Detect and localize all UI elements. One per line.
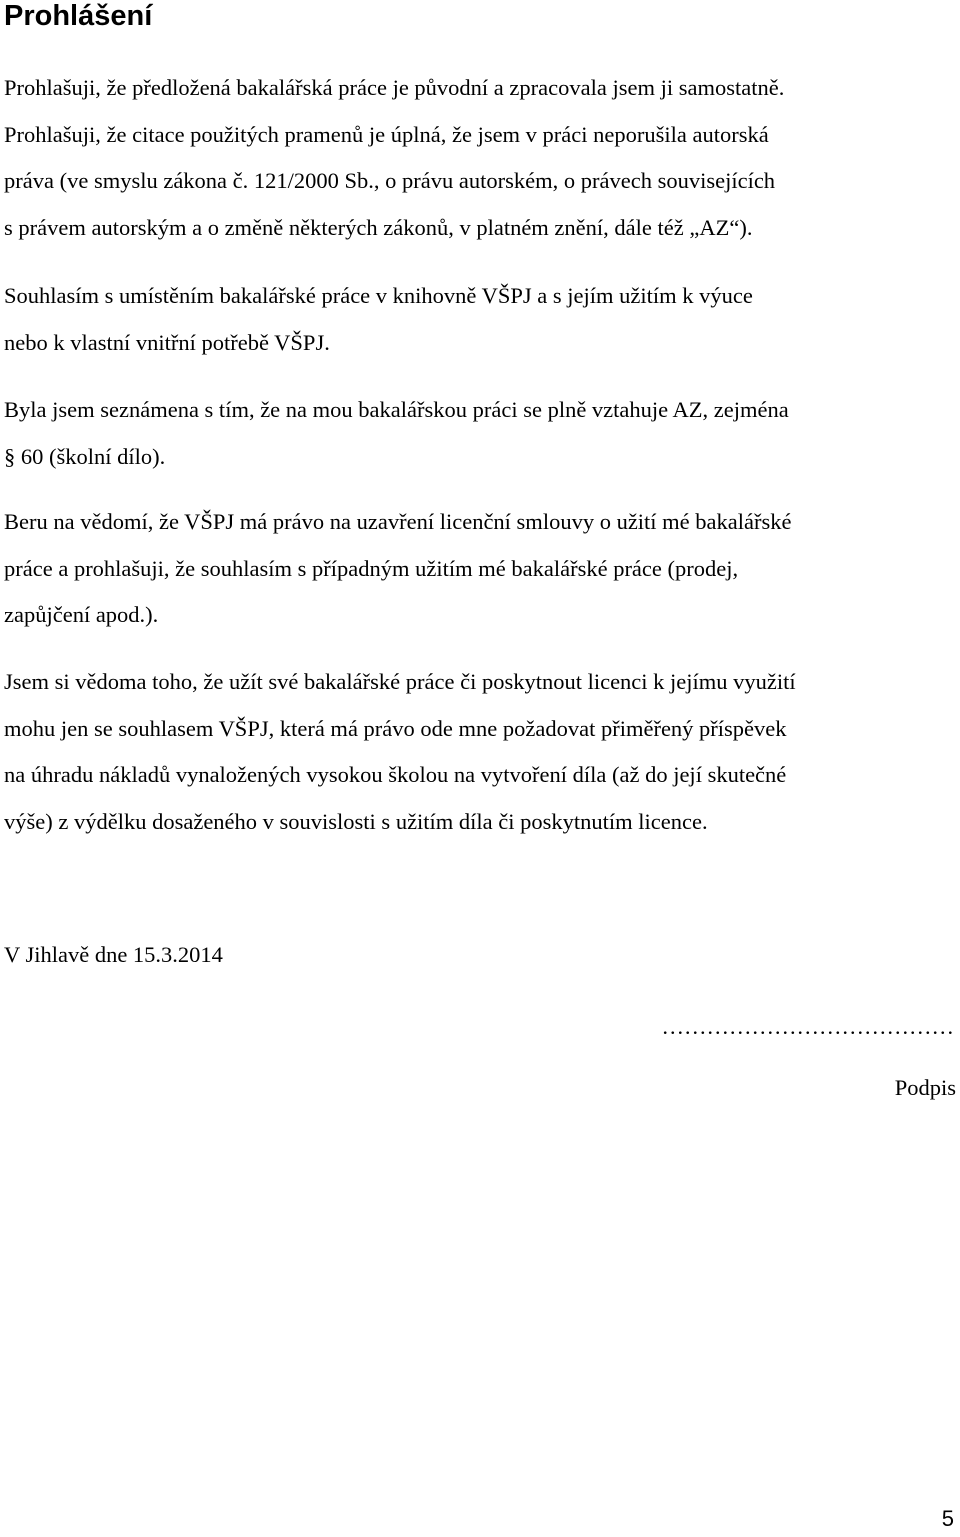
text-line: s právem autorským a o změně některých zákonů, v platném znění, dále též „AZ“). <box>4 214 753 240</box>
text-line: Byla jsem seznámena s tím, že na mou bakalářskou práci se plně vztahuje AZ, zejména <box>4 397 789 422</box>
paragraph-license-agreement <box>4 499 956 639</box>
paragraph-library-consent <box>4 273 956 366</box>
text-line: Souhlasím s umístěním bakalářské práce v knihovně VŠPJ a s jejím užitím k výuce <box>4 283 753 308</box>
page-title: Prohlášení <box>4 0 153 32</box>
text-line: Prohlašuji, že předložená bakalářská práce je původní a zpracovala jsem ji samostatně. <box>4 75 785 100</box>
text-line: § 60 (školní dílo). <box>4 443 166 469</box>
paragraph-usage-terms <box>4 659 956 845</box>
place-date: V Jihlavě dne 15.3.2014 <box>4 942 223 967</box>
text-line: na úhradu nákladů vynaložených vysokou školou na vytvoření díla (až do její skutečné <box>4 762 787 787</box>
text-line: Beru na vědomí, že VŠPJ má právo na uzavření licenční smlouvy o užití mé bakalářské <box>4 509 792 534</box>
signature-line: ………………………………… <box>661 1014 954 1039</box>
paragraph-declaration <box>4 65 956 251</box>
text-line: výše) z výdělku dosaženého v souvislosti s užitím díla či poskytnutím licence. <box>4 808 708 834</box>
signature-label: Podpis <box>894 1075 956 1100</box>
text-line: práva (ve smyslu zákona č. 121/2000 Sb., o právu autorském, o právech souvisejících <box>4 168 776 193</box>
text-line: nebo k vlastní vnitřní potřebě VŠPJ. <box>4 329 330 355</box>
paragraph-copyright-law <box>4 387 956 480</box>
text-line: Prohlašuji, že citace použitých pramenů je úplná, že jsem v práci neporušila autorská <box>4 121 769 147</box>
text-line: zapůjčení apod.). <box>4 602 159 627</box>
page-number: 5 <box>941 1506 954 1531</box>
text-line: práce a prohlašuji, že souhlasím s případným užitím mé bakalářské práce (prodej, <box>4 555 739 581</box>
text-line: Jsem si vědoma toho, že užít své bakalářské práce či poskytnout licenci k jejímu využití <box>4 669 796 694</box>
text-line: mohu jen se souhlasem VŠPJ, která má právo ode mne požadovat přiměřený příspěvek <box>4 715 787 741</box>
